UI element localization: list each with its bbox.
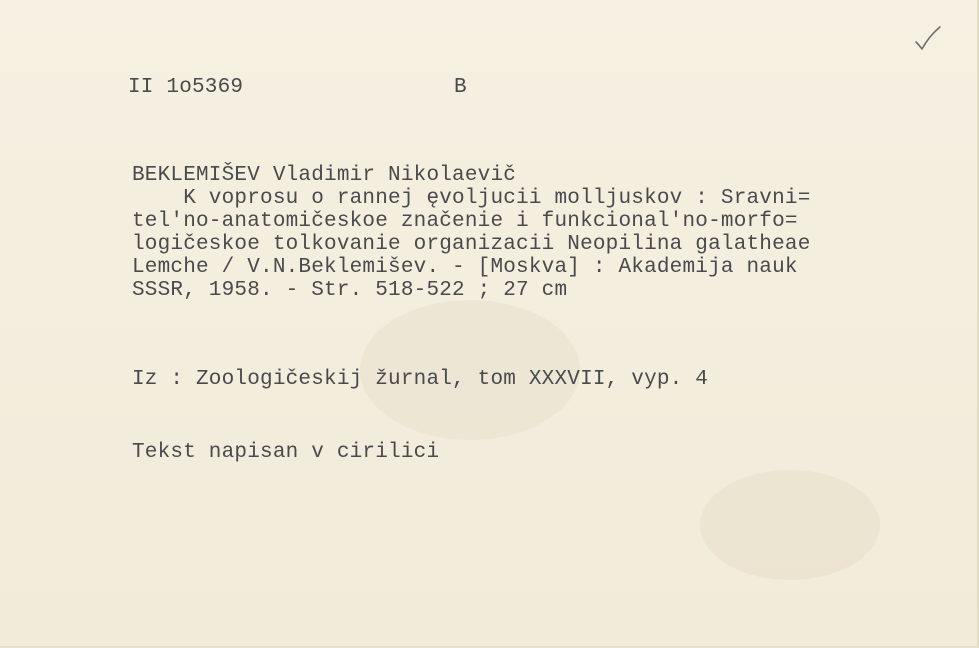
language-note: Tekst napisan v cirilici (132, 441, 440, 464)
description-line: logičeskoe tolkovanie organizacii Neopilina galatheae (132, 233, 811, 256)
pencil-checkmark-icon (912, 24, 942, 54)
author-heading: BEKLEMIŠEV Vladimir Nikolaevič (132, 164, 517, 187)
description-line: tel'no-anatomičeskoe značenie i funkcional'no-morfo= (132, 210, 798, 233)
description-line: K voprosu o rannej ęvoljucii molljuskov : Sravni= (132, 187, 811, 210)
description-line: SSSR, 1958. - Str. 518-522 ; 27 cm (132, 279, 568, 302)
bibliographic-description (132, 187, 811, 302)
location-letter: B (454, 76, 467, 99)
call-number: II 1o5369 (128, 76, 244, 99)
paper-stain (700, 470, 880, 580)
source-note: Iz : Zoologičeskij žurnal, tom XXXVII, vyp. 4 (132, 368, 709, 391)
description-line: Lemche / V.N.Beklemišev. - [Moskva] : Akademija nauk (132, 256, 798, 279)
